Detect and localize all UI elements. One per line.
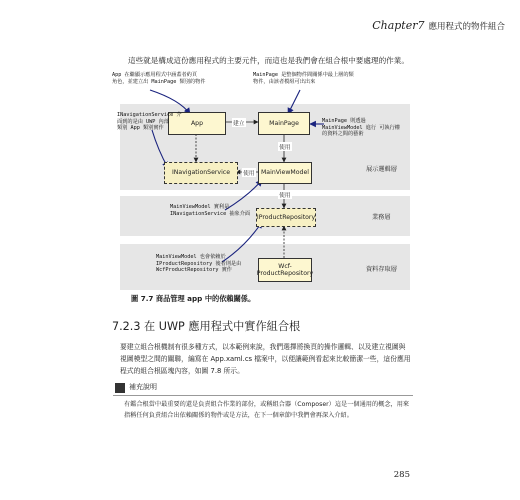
body-paragraph: 要建立組合根機制有很多種方式，以本範例來說，我們選擇將換頁的操作邏輯、以及建立視圖與視圖模型之間的關聯，編寫在 App.xaml.cs 檔案中，以便讓範例看起來比較簡潔一些，這份應用程式的組合根區塊內容，如圖 7.8 所示。 <box>120 343 411 376</box>
box-iproductrepository: IProductRepository <box>256 208 316 227</box>
chapter-label: Chapter7 <box>372 19 425 32</box>
box-mainviewmodel: MainViewModel <box>258 162 312 184</box>
data-layer-label: 資料存取層 <box>366 266 397 273</box>
note-viewmodel: MainViewModel 實利是 INavigationService 抽象介面 <box>170 204 251 217</box>
edge-label-use-2: 使用 <box>242 168 256 177</box>
figure-caption: 圖 7.7 商品管理 app 中的依賴關係。 <box>131 294 256 303</box>
edge-label-use-1: 使用 <box>278 142 292 151</box>
edge-label-build: 建立 <box>232 118 246 127</box>
box-mainpage: MainPage <box>258 112 310 135</box>
domain-layer-label: 業務層 <box>372 214 391 221</box>
box-app: App <box>168 112 226 135</box>
presentation-layer-label: 展示邏輯層 <box>366 166 397 173</box>
pencil-icon <box>115 383 125 393</box>
note-app: App 在繼顯示應用程式中涵蓋者約頁 角色，並建立出 MainPage 類別的物件 <box>112 72 206 85</box>
box-wcfproductrepository: Wcf- ProductRepository <box>258 258 312 282</box>
page-number: 285 <box>393 470 410 480</box>
intro-paragraph: 這些就是構成這份應用程式的主要元件，而這也是我們會在組合根中要處理的作業。 <box>128 56 409 65</box>
pointer-mainpage-note <box>288 90 300 114</box>
box-inavigationservice: INavigationService <box>164 162 238 184</box>
note-repo: MainViewModel 也會依賴於 IProductRepository 後者則是由 WcfProductRepository 實作 <box>156 254 242 273</box>
chapter-title: 應用程式的物件組合 <box>428 22 505 32</box>
section-heading: 7.2.3 在 UWP 應用程式中實作組合根 <box>112 320 301 333</box>
tip-divider <box>113 395 413 396</box>
tip-label: 補充說明 <box>129 383 157 391</box>
edge-label-use-3: 使用 <box>278 190 292 199</box>
note-mainpage-right: MainPage 則透過 MainViewModel 進行 可執行權 的資料之間的藝術 <box>322 118 400 137</box>
tip-header <box>113 381 169 395</box>
note-mainpage: MainPage 是整個物件間關係中最上層的類 物件，由該者模組可出出來 <box>253 72 354 85</box>
tip-text: 有鑑合根當中最重要的還是負責組合作業的部份，或稱組合器（Composer）這是一個通用的概念，用來指稱任何負責組合出依賴關係的物件或是方法，在下一個章節中我們會再深入介紹。 <box>124 401 410 419</box>
note-nav: INavigationService 介 面到的是由 UWP 內部 類別 App 類別實作 <box>117 112 182 131</box>
pointer-app-note <box>150 90 190 114</box>
